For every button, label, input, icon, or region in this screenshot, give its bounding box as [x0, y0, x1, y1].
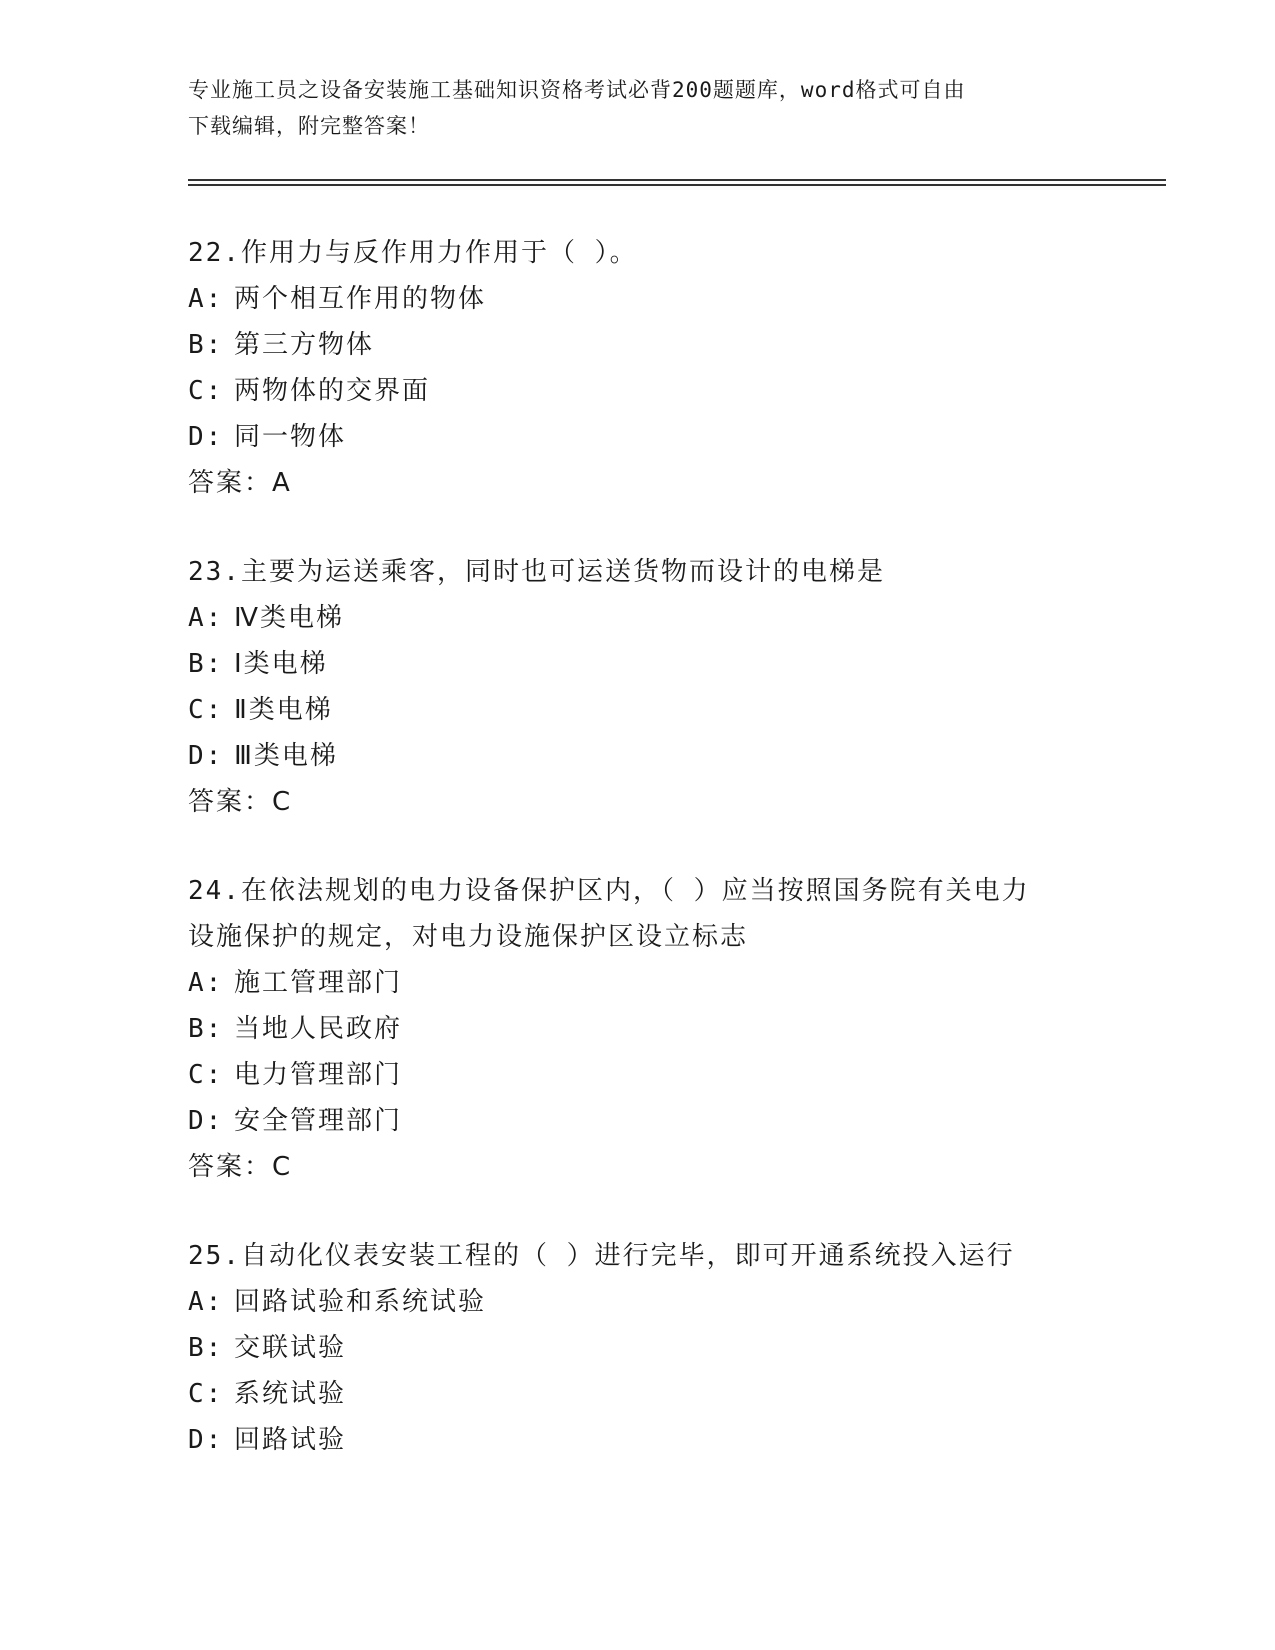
question-stem: [188, 1233, 1088, 1279]
question-23: [188, 549, 1088, 825]
option-a: [188, 595, 1088, 641]
option-text: 两个相互作用的物体: [234, 284, 487, 314]
header-line-1: 专业施工员之设备安装施工基础知识资格考试必背200题题库，word格式可自由: [188, 78, 966, 102]
option-b: [188, 1325, 1088, 1371]
option-d: [188, 414, 1088, 460]
option-b: [188, 1006, 1088, 1052]
option-key: C:: [188, 1060, 224, 1090]
option-key: D:: [188, 422, 224, 452]
option-key: A:: [188, 603, 224, 633]
option-key: B:: [188, 1014, 224, 1044]
option-a: [188, 1279, 1088, 1325]
option-key: D:: [188, 1425, 224, 1455]
option-key: C:: [188, 376, 224, 406]
header-line-2: 下载编辑，附完整答案！: [188, 114, 430, 138]
option-text: 回路试验和系统试验: [234, 1287, 487, 1317]
option-b: [188, 322, 1088, 368]
question-text: 在依法规划的电力设备保护区内，（ ）应当按照国务院有关电力: [240, 876, 1030, 906]
question-stem-continued: 设施保护的规定，对电力设施保护区设立标志: [188, 922, 749, 952]
question-number: 23.: [188, 557, 241, 587]
option-key: B:: [188, 1333, 224, 1363]
option-d: [188, 733, 1088, 779]
option-key: A:: [188, 284, 224, 314]
question-number: 24.: [188, 876, 241, 906]
header-divider-bottom: [188, 184, 1166, 186]
option-d: [188, 1417, 1088, 1463]
option-c: [188, 1371, 1088, 1417]
option-a: [188, 276, 1088, 322]
option-c: [188, 687, 1088, 733]
option-key: A:: [188, 968, 224, 998]
option-text: 施工管理部门: [234, 968, 403, 998]
header-divider-top: [188, 179, 1166, 181]
question-24: [188, 868, 1088, 1190]
answer-line: 答案：A: [188, 468, 292, 498]
answer-line: 答案：C: [188, 787, 293, 817]
question-stem: [188, 549, 1088, 595]
question-25: [188, 1233, 1088, 1463]
question-list: [188, 230, 1088, 1506]
option-key: D:: [188, 741, 224, 771]
option-key: B:: [188, 330, 224, 360]
option-c: [188, 1052, 1088, 1098]
option-text: Ⅱ类电梯: [234, 695, 333, 725]
question-text: 自动化仪表安装工程的（ ）进行完毕，即可开通系统投入运行: [240, 1241, 1015, 1271]
question-text: 主要为运送乘客，同时也可运送货物而设计的电梯是: [240, 557, 885, 587]
question-22: [188, 230, 1088, 506]
option-text: 当地人民政府: [234, 1014, 403, 1044]
option-a: [188, 960, 1088, 1006]
option-text: 同一物体: [234, 422, 347, 452]
option-key: C:: [188, 1379, 224, 1409]
option-text: 交联试验: [234, 1333, 347, 1363]
question-number: 22.: [188, 238, 241, 268]
question-text: 作用力与反作用力作用于（ ）。: [240, 238, 638, 268]
option-text: 电力管理部门: [234, 1060, 403, 1090]
option-text: 两物体的交界面: [234, 376, 431, 406]
option-d: [188, 1098, 1088, 1144]
option-key: A:: [188, 1287, 224, 1317]
answer-line: 答案：C: [188, 1152, 293, 1182]
question-stem: [188, 868, 1088, 914]
option-text: 安全管理部门: [234, 1106, 403, 1136]
option-text: Ⅳ类电梯: [234, 603, 344, 633]
option-key: C:: [188, 695, 224, 725]
option-text: 第三方物体: [234, 330, 375, 360]
option-b: [188, 641, 1088, 687]
option-c: [188, 368, 1088, 414]
question-stem: [188, 230, 1088, 276]
option-text: 回路试验: [234, 1425, 347, 1455]
option-text: Ⅰ类电梯: [234, 649, 328, 679]
document-header: [188, 72, 1078, 144]
option-key: D:: [188, 1106, 224, 1136]
question-number: 25.: [188, 1241, 241, 1271]
option-text: 系统试验: [234, 1379, 347, 1409]
option-text: Ⅲ类电梯: [234, 741, 338, 771]
option-key: B:: [188, 649, 224, 679]
